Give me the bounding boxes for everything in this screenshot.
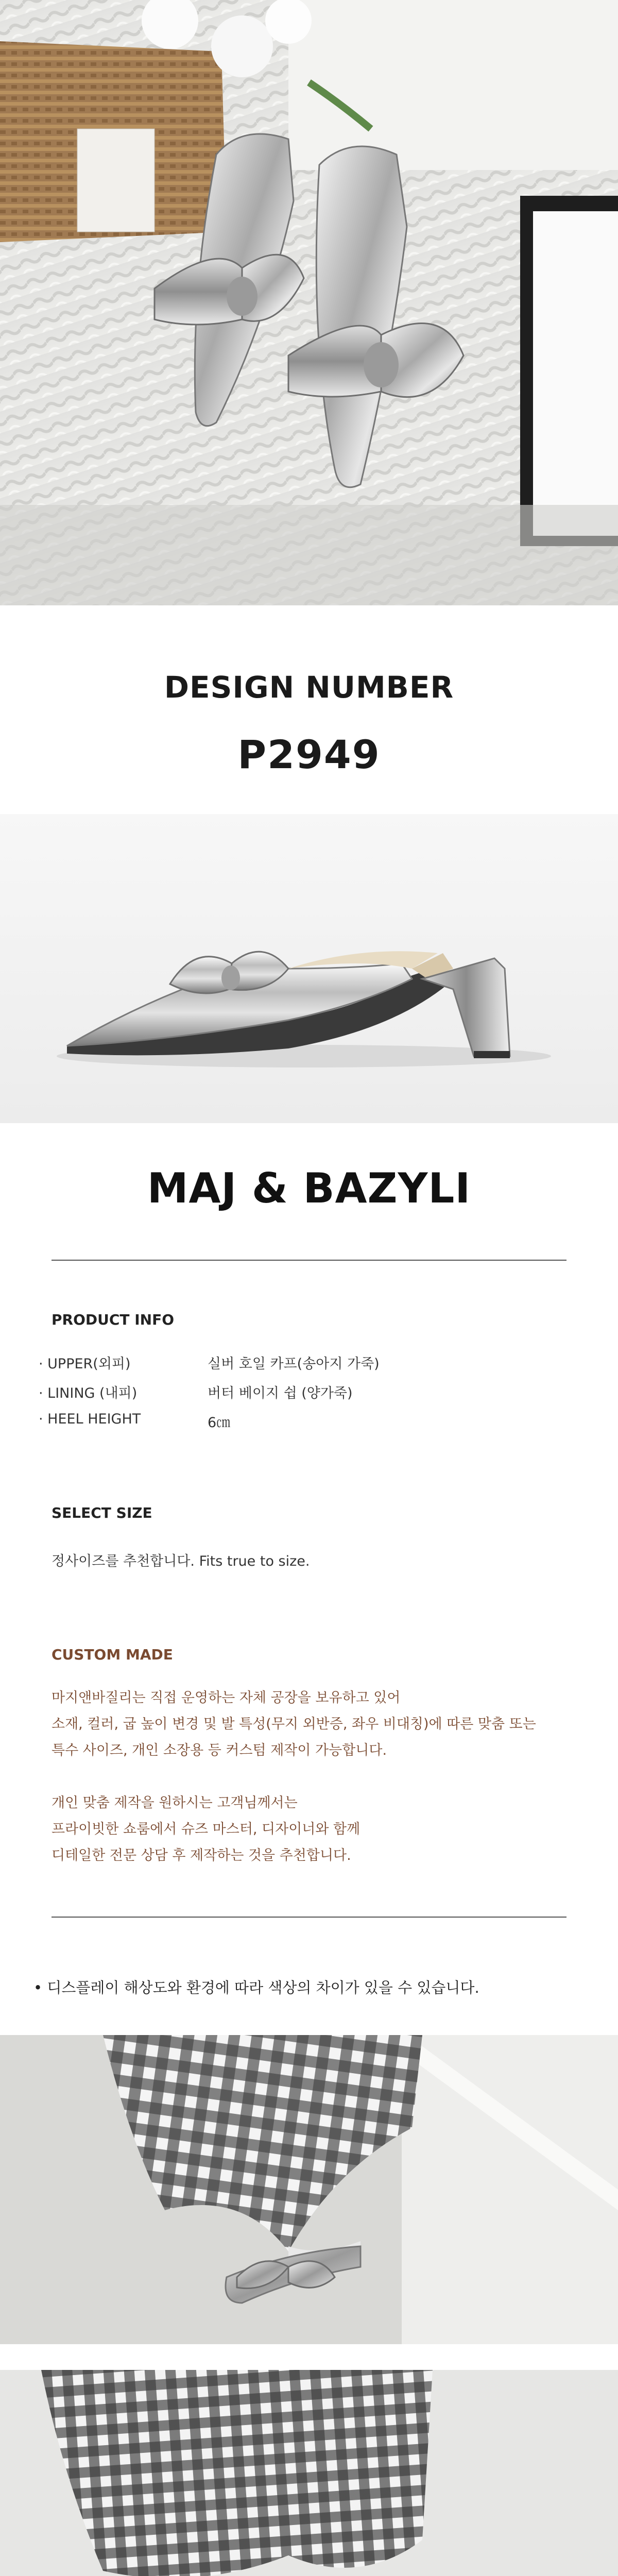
divider-top (52, 1260, 566, 1261)
lifestyle-photo-1 (0, 2035, 618, 2344)
spec-key: · LINING (내피) (39, 1385, 138, 1401)
lifestyle-photo-2 (0, 2370, 618, 2576)
custom-made-line: 개인 맞춤 제작을 원하시는 고객님께서는 (52, 1795, 298, 1811)
spec-key: · UPPER(외피) (39, 1356, 131, 1372)
design-number-title: DESIGN NUMBER (164, 670, 454, 705)
custom-made-line: 특수 사이즈, 개인 소장용 등 커스텀 제작이 가능합니다. (52, 1742, 387, 1758)
custom-made-line: 프라이빗한 쇼룸에서 슈즈 마스터, 디자이너와 함께 (52, 1821, 360, 1837)
brand-name: MAJ & BAZYLI (147, 1164, 471, 1212)
custom-made-line: 소재, 컬러, 굽 높이 변경 및 발 특성(무지 외반증, 좌우 비대칭)에 따른 맞춤 또는 (52, 1716, 536, 1732)
spec-value: 실버 호일 카프(송아지 가죽) (208, 1356, 380, 1372)
spec-key: · HEEL HEIGHT (39, 1411, 141, 1427)
select-size-text: 정사이즈를 추천합니다. Fits true to size. (52, 1553, 310, 1569)
spec-row-upper (39, 1352, 579, 1375)
spec-row-lining (39, 1382, 579, 1404)
spec-value: 버터 베이지 쉽 (양가죽) (208, 1385, 353, 1401)
select-size-title: SELECT SIZE (52, 1504, 152, 1521)
side-view-photo (0, 814, 618, 1123)
spec-value: 6㎝ (208, 1415, 231, 1431)
color-notice: • 디스플레이 해상도와 환경에 따라 색상의 차이가 있을 수 있습니다. (33, 1979, 479, 1996)
product-info-title: PRODUCT INFO (52, 1311, 175, 1328)
divider-bottom (52, 1917, 566, 1918)
custom-made-line: 마지앤바질리는 직접 운영하는 자체 공장을 보유하고 있어 (52, 1690, 401, 1706)
spec-row-heel-height (39, 1411, 579, 1434)
hero-photo (0, 0, 618, 605)
custom-made-line: 디테일한 전문 상담 후 제작하는 것을 추천합니다. (52, 1848, 351, 1863)
design-number-code: P2949 (237, 732, 381, 777)
custom-made-text (52, 1685, 592, 1869)
custom-made-title: CUSTOM MADE (52, 1646, 173, 1663)
custom-made-spacer (52, 1764, 592, 1790)
